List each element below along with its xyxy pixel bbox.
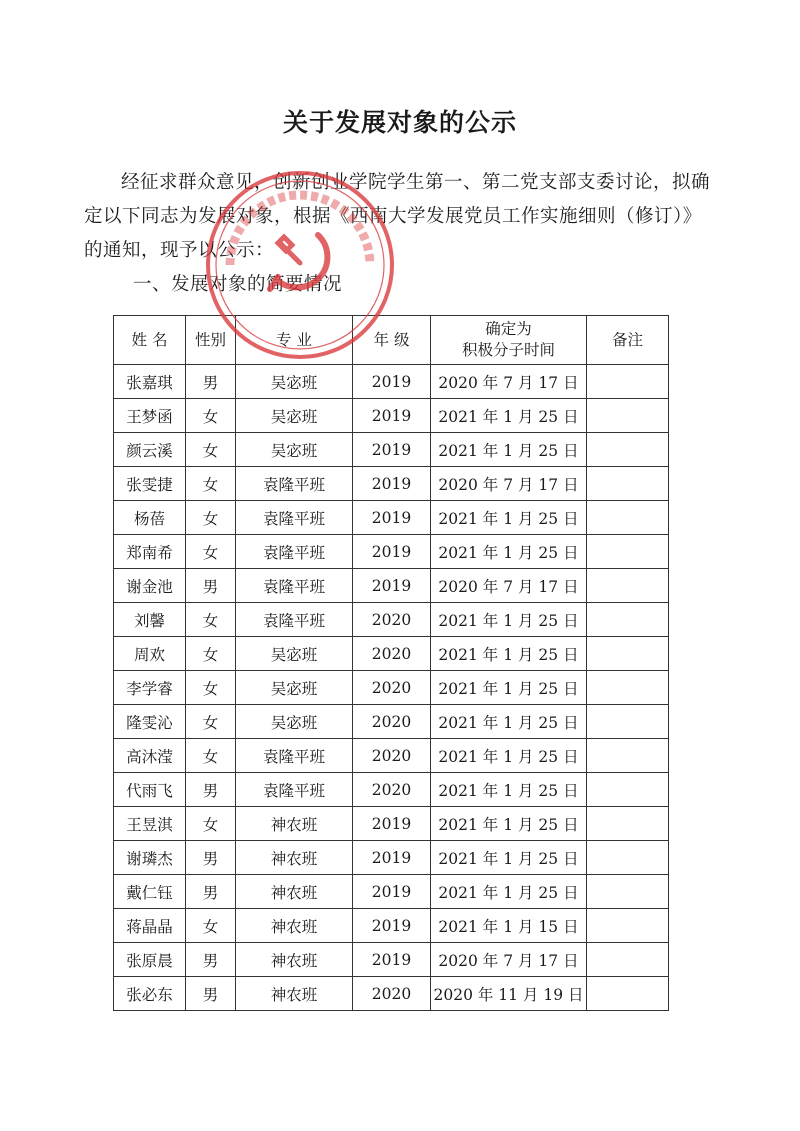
cell-grade: 2019 xyxy=(353,535,431,569)
cell-date: 2020 年 7 月 17 日 xyxy=(431,569,587,603)
cell-grade: 2020 xyxy=(353,705,431,739)
cell-major: 吴宓班 xyxy=(236,433,353,467)
cell-remarks xyxy=(587,535,669,569)
table-row xyxy=(114,569,669,603)
cell-name: 隆雯沁 xyxy=(114,705,186,739)
cell-gender: 女 xyxy=(186,671,236,705)
table-row xyxy=(114,841,669,875)
cell-gender: 男 xyxy=(186,977,236,1011)
cell-gender: 男 xyxy=(186,365,236,399)
cell-date: 2020 年 7 月 17 日 xyxy=(431,943,587,977)
cell-name: 代雨飞 xyxy=(114,773,186,807)
cell-major: 袁隆平班 xyxy=(236,535,353,569)
cell-remarks xyxy=(587,943,669,977)
cell-name: 张雯捷 xyxy=(114,467,186,501)
cell-major: 吴宓班 xyxy=(236,671,353,705)
cell-date: 2020 年 7 月 17 日 xyxy=(431,467,587,501)
cell-date: 2021 年 1 月 25 日 xyxy=(431,705,587,739)
table-row xyxy=(114,671,669,705)
cell-grade: 2019 xyxy=(353,807,431,841)
cell-date: 2021 年 1 月 15 日 xyxy=(431,909,587,943)
cell-name: 刘馨 xyxy=(114,603,186,637)
cell-name: 谢璘杰 xyxy=(114,841,186,875)
cell-name: 王昱淇 xyxy=(114,807,186,841)
cell-grade: 2020 xyxy=(353,739,431,773)
table-row xyxy=(114,739,669,773)
cell-grade: 2019 xyxy=(353,875,431,909)
table-row xyxy=(114,467,669,501)
cell-name: 蒋晶晶 xyxy=(114,909,186,943)
cell-remarks xyxy=(587,501,669,535)
cell-remarks xyxy=(587,909,669,943)
table-row xyxy=(114,603,669,637)
cell-remarks xyxy=(587,467,669,501)
table-row xyxy=(114,501,669,535)
header-major: 专 业 xyxy=(236,316,353,365)
cell-date: 2021 年 1 月 25 日 xyxy=(431,841,587,875)
table-row xyxy=(114,365,669,399)
cell-date: 2021 年 1 月 25 日 xyxy=(431,875,587,909)
table-row xyxy=(114,637,669,671)
cell-date: 2021 年 1 月 25 日 xyxy=(431,739,587,773)
cell-name: 谢金池 xyxy=(114,569,186,603)
cell-remarks xyxy=(587,705,669,739)
cell-grade: 2019 xyxy=(353,909,431,943)
cell-gender: 男 xyxy=(186,773,236,807)
cell-name: 张原晨 xyxy=(114,943,186,977)
cell-name: 戴仁钰 xyxy=(114,875,186,909)
cell-remarks xyxy=(587,875,669,909)
cell-major: 神农班 xyxy=(236,943,353,977)
table-header-row xyxy=(114,316,669,365)
cell-major: 袁隆平班 xyxy=(236,569,353,603)
cell-remarks xyxy=(587,739,669,773)
cell-name: 张必东 xyxy=(114,977,186,1011)
cell-name: 王梦函 xyxy=(114,399,186,433)
table-row xyxy=(114,943,669,977)
cell-major: 袁隆平班 xyxy=(236,739,353,773)
cell-date: 2021 年 1 月 25 日 xyxy=(431,433,587,467)
cell-name: 颜云溪 xyxy=(114,433,186,467)
cell-major: 袁隆平班 xyxy=(236,501,353,535)
header-gender: 性别 xyxy=(186,316,236,365)
cell-remarks xyxy=(587,603,669,637)
cell-major: 袁隆平班 xyxy=(236,773,353,807)
cell-gender: 女 xyxy=(186,433,236,467)
development-targets-table xyxy=(113,315,669,1011)
cell-grade: 2019 xyxy=(353,569,431,603)
cell-name: 杨蓓 xyxy=(114,501,186,535)
table-row xyxy=(114,535,669,569)
cell-grade: 2019 xyxy=(353,433,431,467)
cell-name: 周欢 xyxy=(114,637,186,671)
cell-gender: 女 xyxy=(186,603,236,637)
cell-grade: 2020 xyxy=(353,773,431,807)
cell-date: 2021 年 1 月 25 日 xyxy=(431,501,587,535)
cell-major: 吴宓班 xyxy=(236,705,353,739)
header-grade: 年 级 xyxy=(353,316,431,365)
cell-date: 2021 年 1 月 25 日 xyxy=(431,637,587,671)
cell-remarks xyxy=(587,637,669,671)
cell-major: 袁隆平班 xyxy=(236,603,353,637)
cell-grade: 2020 xyxy=(353,977,431,1011)
cell-date: 2021 年 1 月 25 日 xyxy=(431,535,587,569)
table-row xyxy=(114,433,669,467)
cell-grade: 2020 xyxy=(353,637,431,671)
cell-date: 2021 年 1 月 25 日 xyxy=(431,399,587,433)
table-row xyxy=(114,807,669,841)
cell-gender: 女 xyxy=(186,637,236,671)
header-remarks: 备注 xyxy=(587,316,669,365)
cell-gender: 女 xyxy=(186,705,236,739)
cell-grade: 2019 xyxy=(353,841,431,875)
cell-remarks xyxy=(587,569,669,603)
cell-major: 神农班 xyxy=(236,875,353,909)
table-body xyxy=(114,365,669,1011)
cell-major: 神农班 xyxy=(236,909,353,943)
cell-gender: 女 xyxy=(186,807,236,841)
cell-gender: 男 xyxy=(186,569,236,603)
cell-major: 袁隆平班 xyxy=(236,467,353,501)
table-row xyxy=(114,977,669,1011)
cell-remarks xyxy=(587,671,669,705)
document-title: 关于发展对象的公示 xyxy=(282,108,517,137)
cell-remarks xyxy=(587,977,669,1011)
cell-remarks xyxy=(587,399,669,433)
cell-grade: 2020 xyxy=(353,603,431,637)
cell-gender: 女 xyxy=(186,501,236,535)
cell-date: 2021 年 1 月 25 日 xyxy=(431,773,587,807)
header-activist-date-line2: 积极分子时间 xyxy=(461,341,555,359)
cell-grade: 2019 xyxy=(353,501,431,535)
cell-major: 吴宓班 xyxy=(236,365,353,399)
table-row xyxy=(114,773,669,807)
cell-gender: 女 xyxy=(186,399,236,433)
cell-date: 2021 年 1 月 25 日 xyxy=(431,671,587,705)
cell-date: 2021 年 1 月 25 日 xyxy=(431,603,587,637)
cell-gender: 女 xyxy=(186,909,236,943)
cell-remarks xyxy=(587,433,669,467)
header-activist-date xyxy=(431,316,587,365)
cell-major: 神农班 xyxy=(236,807,353,841)
cell-gender: 男 xyxy=(186,875,236,909)
cell-gender: 女 xyxy=(186,739,236,773)
cell-remarks xyxy=(587,773,669,807)
table-row xyxy=(114,705,669,739)
cell-grade: 2019 xyxy=(353,943,431,977)
section-heading: 一、发展对象的简要情况 xyxy=(133,274,343,295)
cell-grade: 2020 xyxy=(353,671,431,705)
cell-date: 2021 年 1 月 25 日 xyxy=(431,807,587,841)
cell-remarks xyxy=(587,841,669,875)
table-row xyxy=(114,399,669,433)
cell-grade: 2019 xyxy=(353,467,431,501)
cell-name: 张嘉琪 xyxy=(114,365,186,399)
cell-major: 神农班 xyxy=(236,841,353,875)
intro-paragraph: 经征求群众意见，创新创业学院学生第一、第二党支部支委讨论，拟确定以下同志为发展对象，根据《西南大学发展党员工作实施细则（修订）》的通知，现予以公示： xyxy=(84,172,711,261)
cell-name: 郑南希 xyxy=(114,535,186,569)
cell-gender: 男 xyxy=(186,943,236,977)
cell-date: 2020 年 11 月 19 日 xyxy=(431,977,587,1011)
cell-grade: 2019 xyxy=(353,365,431,399)
cell-name: 李学睿 xyxy=(114,671,186,705)
cell-date: 2020 年 7 月 17 日 xyxy=(431,365,587,399)
cell-gender: 女 xyxy=(186,467,236,501)
header-activist-date-line1: 确定为 xyxy=(485,320,532,338)
cell-name: 高沐滢 xyxy=(114,739,186,773)
cell-remarks xyxy=(587,807,669,841)
cell-major: 吴宓班 xyxy=(236,637,353,671)
cell-gender: 男 xyxy=(186,841,236,875)
table-row xyxy=(114,875,669,909)
table-row xyxy=(114,909,669,943)
cell-gender: 女 xyxy=(186,535,236,569)
cell-grade: 2019 xyxy=(353,399,431,433)
cell-major: 吴宓班 xyxy=(236,399,353,433)
cell-major: 神农班 xyxy=(236,977,353,1011)
header-name: 姓 名 xyxy=(114,316,186,365)
cell-remarks xyxy=(587,365,669,399)
